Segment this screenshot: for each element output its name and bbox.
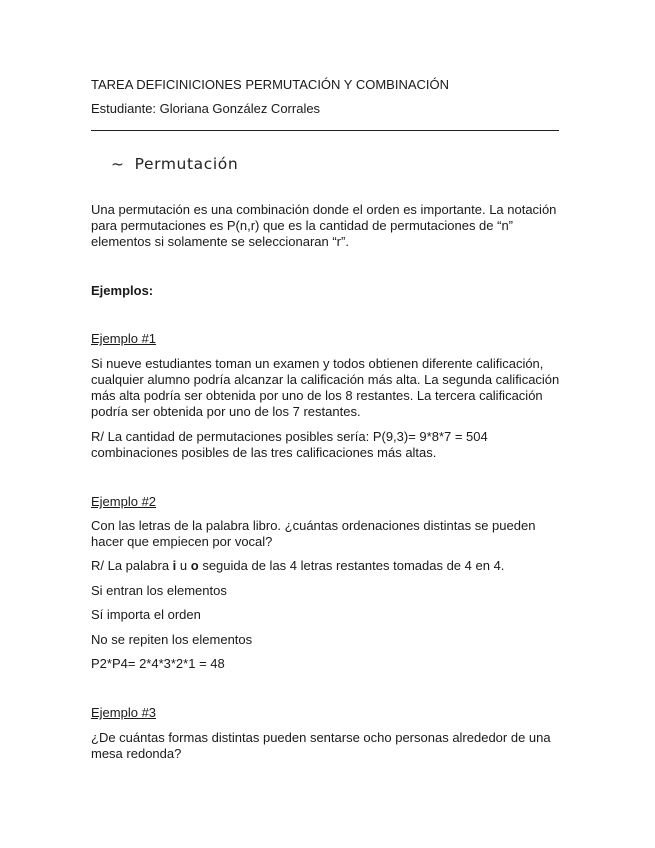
intro-line: para permutaciones es P(n,r) que es la cantidad de permutaciones de “n” (91, 218, 514, 233)
example-2-text: hacer que empiecen por vocal? (91, 534, 273, 549)
example-2-text: Con las letras de la palabra libro. ¿cuántas ordenaciones distintas se pueden (91, 518, 536, 533)
example-1-answer: R/ La cantidad de permutaciones posibles sería: P(9,3)= 9*8*7 = 504 (91, 429, 488, 444)
example-2-line: Sí importa el orden (91, 607, 201, 622)
intro-line: Una permutación es una combinación donde el orden es importante. La notación (91, 202, 557, 217)
example-1-answer: combinaciones posibles de las tres calificaciones más altas. (91, 445, 437, 460)
example-1-text: Si nueve estudiantes toman un examen y todos obtienen diferente calificación, (91, 356, 544, 371)
example-3-text: ¿De cuántas formas distintas pueden sentarse ocho personas alrededor de una (91, 730, 551, 745)
example-2-answer (91, 558, 504, 574)
example-3-text: mesa redonda? (91, 746, 182, 761)
section-heading (111, 155, 238, 173)
answer-prefix: R/ La palabra (91, 558, 173, 573)
example-3-title: Ejemplo #3 (91, 705, 157, 720)
examples-label: Ejemplos: (91, 283, 154, 298)
intro-line: elementos si solamente se seleccionaran “r”. (91, 234, 349, 249)
section-heading-text: Permutación (134, 155, 239, 173)
example-2-formula: P2*P4= 2*4*3*2*1 = 48 (91, 656, 225, 671)
example-2-line: Si entran los elementos (91, 583, 227, 598)
answer-suffix: seguida de las 4 letras restantes tomadas de 4 en 4. (198, 558, 505, 573)
student-name: Estudiante: Gloriana González Corrales (91, 101, 321, 116)
example-1-text: podría ser obtenida por uno de los 7 restantes. (91, 404, 361, 419)
answer-letter-o: o (190, 558, 199, 573)
horizontal-divider (91, 130, 559, 131)
example-1-title: Ejemplo #1 (91, 331, 157, 346)
document-title: TAREA DEFICINICIONES PERMUTACIÓN Y COMBINACIÓN (91, 77, 450, 92)
example-2-title: Ejemplo #2 (91, 494, 157, 509)
example-1-text: cualquier alumno podría alcanzar la calificación más alta. La segunda calificación (91, 372, 560, 387)
tilde-bullet: ~ (111, 155, 125, 173)
answer-letter-i: i (172, 558, 177, 573)
example-1-text: más alta podría ser obtenida por uno de los 8 restantes. La tercera calificación (91, 388, 543, 403)
answer-connector: u (176, 558, 191, 573)
example-2-line: No se repiten los elementos (91, 632, 253, 647)
